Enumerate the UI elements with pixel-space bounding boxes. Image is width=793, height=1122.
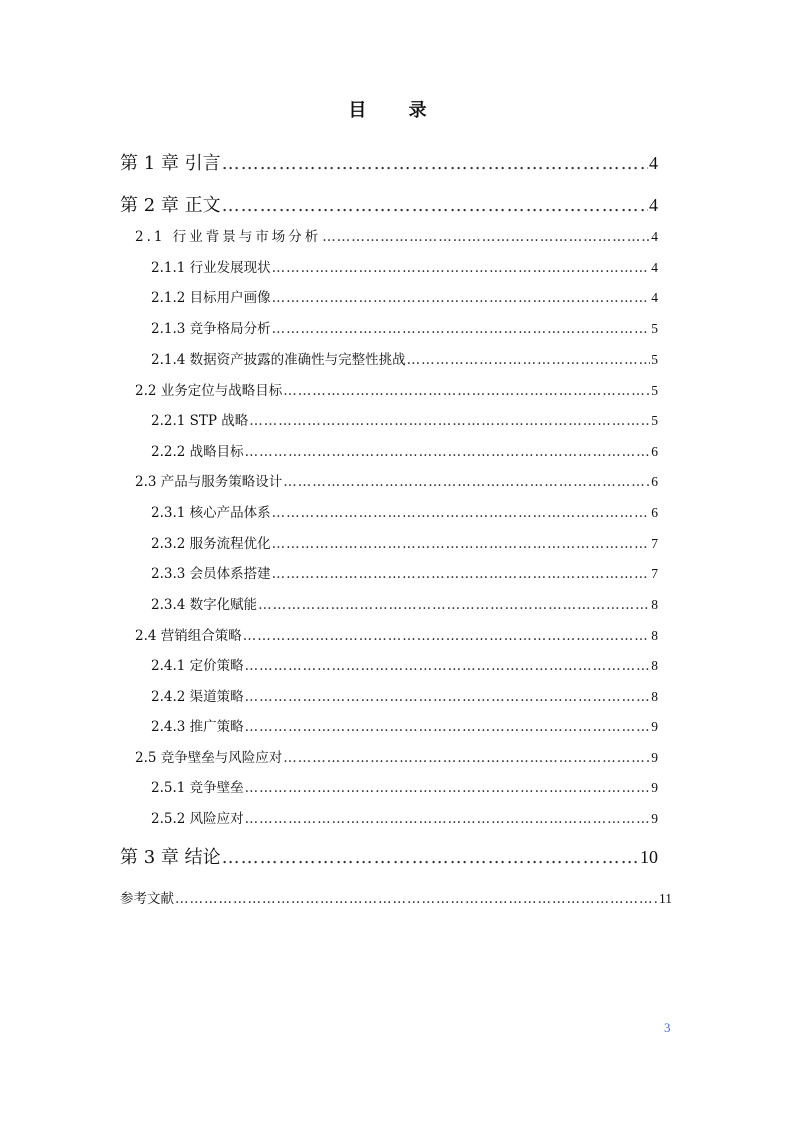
- dot-leader: [245, 444, 651, 460]
- toc-entry[interactable]: [151, 593, 658, 611]
- toc-entry-label: 2.3.2 服务流程优化: [151, 536, 271, 552]
- toc-entry[interactable]: [135, 379, 658, 397]
- toc-entry[interactable]: [135, 746, 658, 764]
- toc-entry-label: 第 3 章 结论: [120, 847, 221, 868]
- toc-entry-label: 2.1.1 行业发展现状: [151, 260, 271, 276]
- toc-entry[interactable]: [120, 887, 672, 905]
- toc-entry-page: 7: [651, 566, 658, 581]
- toc-entry[interactable]: [151, 440, 658, 458]
- toc-entry-page: 4: [651, 290, 658, 305]
- toc-entry[interactable]: [151, 501, 658, 519]
- toc-entry[interactable]: [151, 256, 658, 274]
- toc-entry-label: 2.4.1 定价策略: [151, 658, 244, 674]
- dot-leader: [222, 195, 648, 216]
- dot-leader: [245, 689, 651, 705]
- toc-entry-page: 7: [651, 536, 658, 551]
- toc-entry-label: 2.1.4 数据资产披露的准确性与完整性挑战: [151, 352, 406, 368]
- toc-entry[interactable]: [151, 715, 658, 733]
- toc-entry[interactable]: [135, 624, 658, 642]
- dot-leader: [249, 413, 650, 429]
- dot-leader: [243, 628, 650, 644]
- dot-leader: [245, 811, 651, 827]
- toc-entry-label: 2.5 竞争壁垒与风险应对: [135, 750, 283, 766]
- dot-leader: [272, 260, 651, 276]
- dot-leader: [272, 321, 651, 337]
- toc-entry-page: 4: [651, 260, 658, 275]
- dot-leader: [258, 597, 650, 613]
- toc-entry[interactable]: [151, 562, 658, 580]
- toc-entry[interactable]: [120, 191, 658, 215]
- dot-leader: [283, 474, 650, 490]
- toc-entry-page: 4: [649, 153, 658, 173]
- toc-entry-label: 2.2.1 STP 战略: [151, 413, 249, 429]
- toc-entry-page: 5: [651, 352, 658, 367]
- dot-leader: [272, 505, 651, 521]
- toc-entry-page: 6: [651, 474, 658, 489]
- toc-entry[interactable]: [151, 409, 658, 427]
- toc-entry-label: 2.2.2 战略目标: [151, 444, 244, 460]
- toc-entry[interactable]: [151, 807, 658, 825]
- dot-leader: [245, 658, 651, 674]
- dot-leader: [272, 290, 651, 306]
- toc-entry-page: 9: [651, 750, 658, 765]
- page-number: 3: [664, 1020, 671, 1035]
- toc-entry[interactable]: [151, 532, 658, 550]
- toc-entry[interactable]: [151, 286, 658, 304]
- toc-entry-page: 9: [651, 811, 658, 826]
- dot-leader: [222, 847, 639, 868]
- toc-entry-label: 参考文献: [120, 891, 174, 907]
- toc-entry-label: 2.1.2 目标用户画像: [151, 290, 271, 306]
- toc-entry-page: 9: [651, 780, 658, 795]
- toc-entry[interactable]: [151, 685, 658, 703]
- dot-leader: [272, 536, 651, 552]
- toc-entry[interactable]: [151, 654, 658, 672]
- dot-leader: [283, 750, 650, 766]
- toc-entry-page: 8: [651, 628, 658, 643]
- toc-entry-page: 9: [651, 719, 658, 734]
- toc-entry-label: 2.3.1 核心产品体系: [151, 505, 271, 521]
- toc-entry[interactable]: [135, 470, 658, 488]
- toc-entry-label: 2.2 业务定位与战略目标: [135, 383, 283, 399]
- toc-entry-label: 2.3 产品与服务策略设计: [135, 474, 283, 490]
- toc-entry[interactable]: [151, 348, 658, 366]
- toc-entry-label: 2.3.4 数字化赋能: [151, 597, 258, 613]
- toc-entry-page: 5: [651, 383, 658, 398]
- toc-entry-page: 8: [651, 658, 658, 673]
- dot-leader: [283, 383, 650, 399]
- toc-entry[interactable]: [151, 317, 658, 335]
- toc-entry-page: 8: [651, 597, 658, 612]
- toc-entry-page: 4: [649, 195, 658, 215]
- toc-entry[interactable]: [120, 843, 658, 867]
- dot-leader: [222, 153, 648, 174]
- toc-entry-page: 5: [651, 413, 658, 428]
- toc-entry-label: 2.4 营销组合策略: [135, 628, 242, 644]
- toc-title: 目 录: [348, 100, 445, 121]
- toc-entry-page: 6: [651, 444, 658, 459]
- toc-entry-page: 8: [651, 689, 658, 704]
- dot-leader: [272, 566, 651, 582]
- dot-leader: [175, 891, 658, 907]
- toc-entry-label: 2.4.2 渠道策略: [151, 689, 244, 705]
- toc-entry[interactable]: [151, 776, 658, 794]
- toc-entry-label: 2.3.3 会员体系搭建: [151, 566, 271, 582]
- toc-entry-label: 2.5.1 竞争壁垒: [151, 780, 244, 796]
- toc-entry-page: 11: [659, 891, 672, 906]
- toc-entry-label: 2.1 行业背景与市场分析: [135, 229, 322, 245]
- toc-entry[interactable]: [120, 149, 658, 173]
- toc-entry-label: 第 1 章 引言: [120, 153, 221, 174]
- toc-entry-page: 6: [651, 505, 658, 520]
- toc-entry-page: 4: [651, 229, 658, 244]
- dot-leader: [322, 229, 650, 245]
- toc-entry-label: 第 2 章 正文: [120, 195, 221, 216]
- toc-entry-page: 5: [651, 321, 658, 336]
- toc-entry-label: 2.5.2 风险应对: [151, 811, 244, 827]
- toc-entry-label: 2.4.3 推广策略: [151, 719, 244, 735]
- toc-entry-label: 2.1.3 竞争格局分析: [151, 321, 271, 337]
- dot-leader: [245, 780, 651, 796]
- dot-leader: [407, 352, 651, 368]
- toc-entry[interactable]: [135, 225, 658, 243]
- dot-leader: [245, 719, 651, 735]
- toc-entry-page: 10: [640, 847, 658, 867]
